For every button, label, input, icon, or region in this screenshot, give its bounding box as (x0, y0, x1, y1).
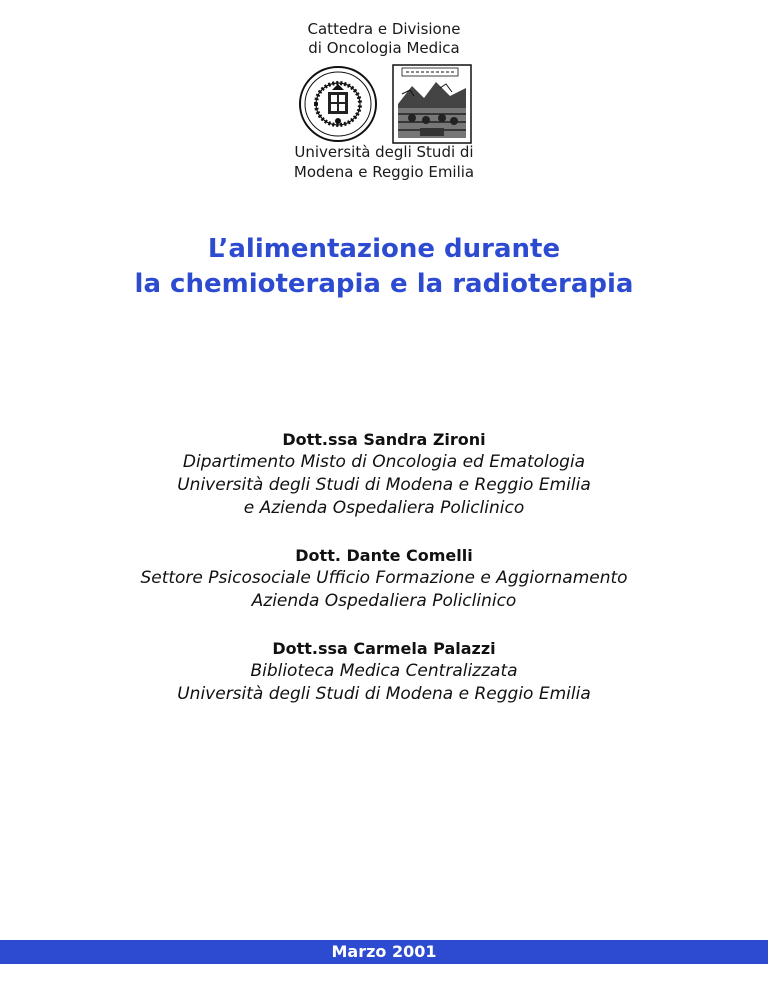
university-name (0, 142, 768, 182)
author-affiliation-line: e Azienda Ospedaliera Policlinico (243, 498, 525, 518)
author-affiliation-line: Biblioteca Medica Centralizzata (250, 661, 518, 681)
department-line-2: di Oncologia Medica (308, 39, 460, 57)
author-affiliation-line: Università degli Studi di Modena e Reggio Emilia (177, 684, 591, 704)
author-affiliation-line: Azienda Ospedaliera Policlinico (251, 591, 517, 611)
historical-engraving-icon (392, 64, 472, 144)
title-line-2: la chemioterapia e la radioterapia (134, 269, 634, 299)
author-affiliation-line: Università degli Studi di Modena e Reggio Emilia (177, 475, 591, 495)
author-block-comelli (0, 544, 768, 613)
author-affiliation-line: Dipartimento Misto di Oncologia ed Ematologia (182, 452, 586, 472)
author-affiliation-line: Settore Psicosociale Ufficio Formazione e Aggiornamento (140, 568, 628, 588)
university-seal-icon (296, 64, 380, 144)
title-line-1: L’alimentazione durante (207, 234, 561, 264)
logos-row (0, 64, 768, 144)
author-name: Dott.ssa Carmela Palazzi (272, 639, 496, 658)
department-header (0, 20, 768, 58)
department-line-1: Cattedra e Divisione (307, 20, 461, 38)
university-line-2: Modena e Reggio Emilia (293, 163, 475, 181)
author-name: Dott.ssa Sandra Zironi (282, 430, 486, 449)
document-title (0, 232, 768, 302)
university-line-1: Università degli Studi di (294, 143, 474, 161)
author-block-palazzi (0, 637, 768, 706)
footer-date-bar (0, 940, 768, 964)
publication-date: Marzo 2001 (331, 942, 437, 961)
author-name: Dott. Dante Comelli (295, 546, 473, 565)
author-block-zironi (0, 428, 768, 520)
